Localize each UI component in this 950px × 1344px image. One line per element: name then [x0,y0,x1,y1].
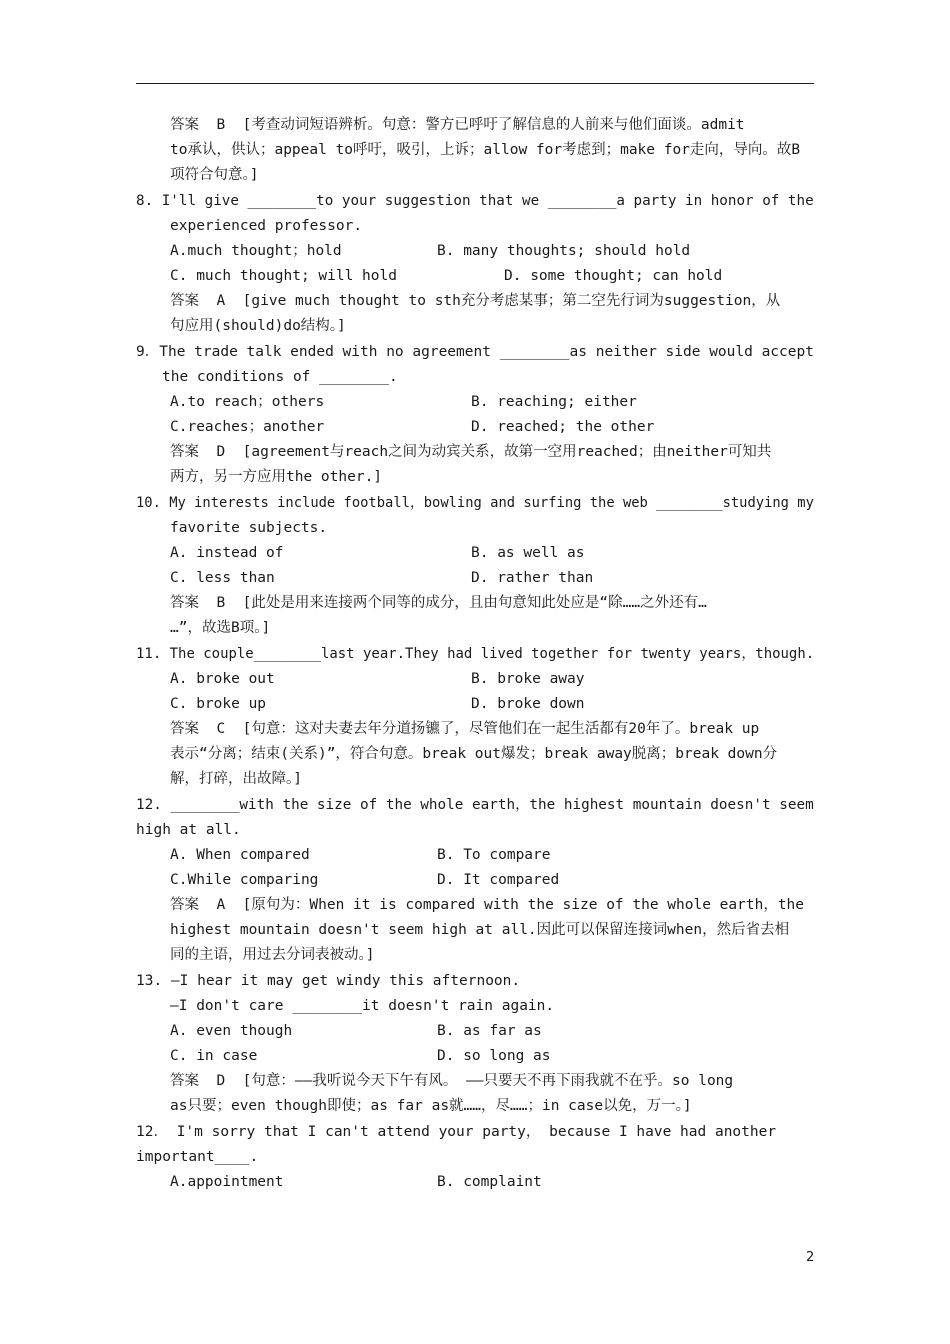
text-line: B. To compare [437,847,551,863]
text-line: B. complaint [437,1174,542,1190]
text-line: A.to reach；others [170,394,325,410]
text-line: to承认，供认；appeal to呼吁，吸引，上诉；allow for考虑到；make for走向，导向。故B [170,142,801,158]
text-line: 12. ________with the size of the whole earth，the highest mountain doesn't seem [136,797,814,813]
header-rule [136,83,814,84]
text-line: 两方，另一方应用the other.] [170,469,383,485]
text-line: 8. I'll give ________to your suggestion that we ________a party in honor of the [136,193,814,209]
text-line: C.reaches；another [170,419,325,435]
text-line: 答案 B [此处是用来连接两个同等的成分，且由句意知此处应是“除……之外还有… [170,595,707,611]
text-line: D. so long as [437,1048,551,1064]
text-line: 项符合句意。] [170,167,259,183]
text-line: as只要；even though即使；as far as就……，尽……；in case以免，万一。] [170,1098,692,1114]
text-line: D. rather than [471,570,594,586]
text-line: the conditions of ________. [162,369,398,385]
text-line: B. reaching; either [471,394,637,410]
text-line: 答案 D [句意：——我听说今天下午有风。 ——只要天不再下雨我就不在乎。so long [170,1073,734,1089]
text-line: 同的主语，用过去分词表被动。] [170,947,375,963]
text-line: 句应用(should)do结构。] [170,318,346,334]
text-line: 答案 B [考查动词短语辨析。句意：警方已呼吁了解信息的人前来与他们面谈。admit [170,117,745,133]
text-line: B. as far as [437,1023,542,1039]
text-line: C. broke up [170,696,267,712]
page-number: 2 [806,1250,815,1265]
text-line: C. much thought; will hold [170,268,397,284]
text-line: A. instead of [170,545,284,561]
text-line: 10. My interests include football，bowling and surfing the web ________studying my [136,495,814,511]
text-line: 解，打碎，出故障。] [170,771,302,787]
text-line: important____. [136,1149,259,1165]
text-line: 答案 C [句意：这对夫妻去年分道扬镳了，尽管他们在一起生活都有20年了。break up [170,721,760,737]
text-line: C. less than [170,570,275,586]
text-line: experienced professor. [170,218,363,234]
text-line: …”，故选B项。] [170,620,271,636]
text-line: 答案 D [agreement与reach之间为动宾关系，故第一空用reached；由neither可知共 [170,444,772,460]
text-line: A. When compared [170,847,310,863]
text-line: B. as well as [471,545,585,561]
text-line: 表示“分离；结束(关系)”，符合句意。break out爆发；break away脱离；break down分 [170,746,778,762]
text-line: B. many thoughts; should hold [437,243,691,259]
text-line: 答案 A [give much thought to sth充分考虑某事；第二空先行词为suggestion，从 [170,293,781,309]
text-line: C. in case [170,1048,258,1064]
text-line: A. even though [170,1023,293,1039]
text-line: 11. The couple________last year.They had lived together for twenty years，though. [136,646,815,662]
text-line: 13. —I hear it may get windy this afternoon. [136,973,521,989]
text-line: favorite subjects. [170,520,328,536]
text-line: 答案 A [原句为：When it is compared with the size of the whole earth，the [170,897,805,913]
text-line: B. broke away [471,671,585,687]
text-line: high at all. [136,822,241,838]
text-line: —I don't care ________it doesn't rain again. [170,998,555,1014]
text-line: D. some thought; can hold [504,268,723,284]
text-line: A.much thought；hold [170,243,342,259]
text-line: D. broke down [471,696,585,712]
text-line: 9．The trade talk ended with no agreement ________as neither side would accept [136,344,814,360]
text-line: A.appointment [170,1174,284,1190]
text-line: C.While comparing [170,872,319,888]
text-line: D. It compared [437,872,560,888]
text-line: D. reached; the other [471,419,655,435]
text-line: highest mountain doesn't seem high at all.因此可以保留连接词when，然后省去相 [170,922,790,938]
text-line: A. broke out [170,671,275,687]
text-line: 12． I'm sorry that I can't attend your party， because I have had another [136,1124,777,1140]
